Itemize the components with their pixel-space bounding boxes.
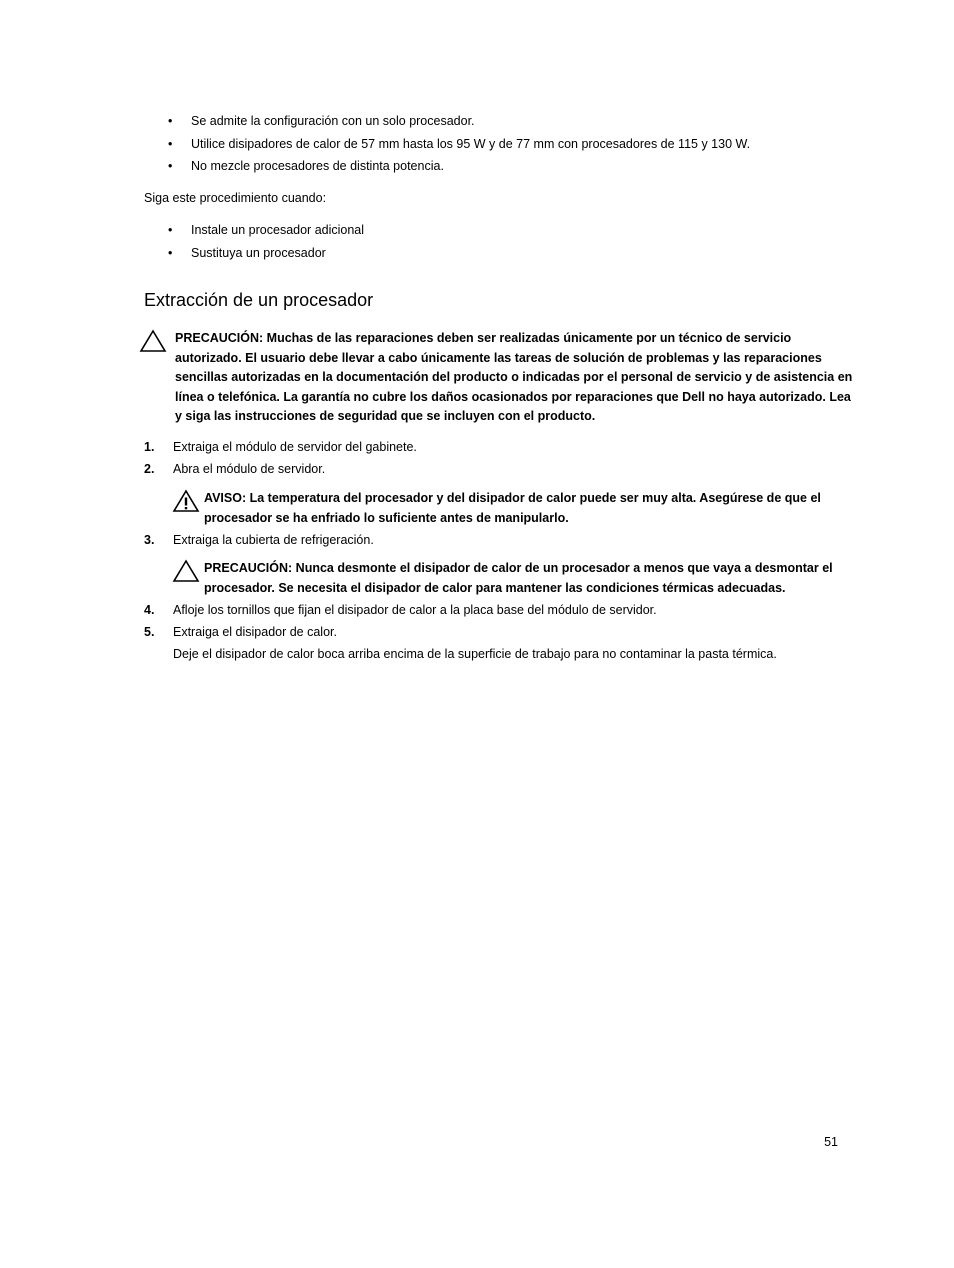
warning-triangle-icon [139,329,167,353]
step-note: Deje el disipador de calor boca arriba encima de la superficie de trabajo para no contaminar la pasta térmica. [173,647,777,661]
step-number: 1. [144,440,155,454]
caution-notice-line: procesador. Se necesita el disipador de calor para mantener las condiciones térmicas adecuadas. [204,580,786,595]
caution-notice-line: sencillas autorizadas en la documentación del producto o indicadas por el personal de servicio y de asistencia en [175,370,853,384]
section-heading: Extracción de un procesador [144,290,374,310]
page-number: 51 [824,1135,838,1149]
step-text: Afloje los tornillos que fijan el disipador de calor a la placa base del módulo de servidor. [173,603,657,617]
bullet-marker: • [168,159,173,173]
procedure-intro: Siga este procedimiento cuando: [144,191,327,205]
list-item-text: Se admite la configuración con un solo procesador. [191,114,475,128]
bullet-marker: • [168,223,173,237]
caution-notice-line: autorizado. El usuario debe llevar a cabo únicamente las tareas de solución de problemas y las reparaciones [175,350,822,365]
warning-notice-line: procesador se ha enfriado lo suficiente antes de manipularlo. [204,510,569,525]
bullet-marker: • [168,137,173,151]
step-number: 5. [144,625,155,639]
bullet-marker: • [168,246,173,260]
step-text: Extraiga el disipador de calor. [173,625,337,639]
caution-notice [204,559,833,598]
list-item-text: No mezcle procesadores de distinta potencia. [191,159,444,173]
warning-notice [204,489,821,528]
caution-notice-line: PRECAUCIÓN: Muchas de las reparaciones deben ser realizadas únicamente por un técnico de servicio [175,331,792,345]
bullet-marker: • [168,114,173,128]
list-item-text: Utilice disipadores de calor de 57 mm hasta los 95 W y de 77 mm con procesadores de 115 y 130 W. [191,137,751,151]
step-text: Extraiga el módulo de servidor del gabinete. [173,440,417,454]
caution-notice-line: y siga las instrucciones de seguridad que se incluyen con el producto. [175,409,596,423]
warning-notice-line: AVISO: La temperatura del procesador y del disipador de calor puede ser muy alta. Asegúrese de que el [204,491,821,505]
caution-notice-line: línea o telefónica. La garantía no cubre los daños ocasionados por reparaciones que Dell no haya autorizado. Lea [175,389,851,404]
step-number: 3. [144,533,155,547]
caution-triangle-icon [172,559,200,583]
step-text: Extraiga la cubierta de refrigeración. [173,533,374,547]
caution-notice-line: PRECAUCIÓN: Nunca desmonte el disipador de calor de un procesador a menos que vaya a desmontar el [204,561,833,575]
list-item-text: Sustituya un procesador [191,246,326,260]
step-number: 2. [144,462,155,476]
list-item-text: Instale un procesador adicional [191,223,365,237]
caution-notice [175,329,852,427]
warning-exclamation-icon [172,489,200,513]
step-text: Abra el módulo de servidor. [173,462,326,476]
step-number: 4. [144,603,155,617]
